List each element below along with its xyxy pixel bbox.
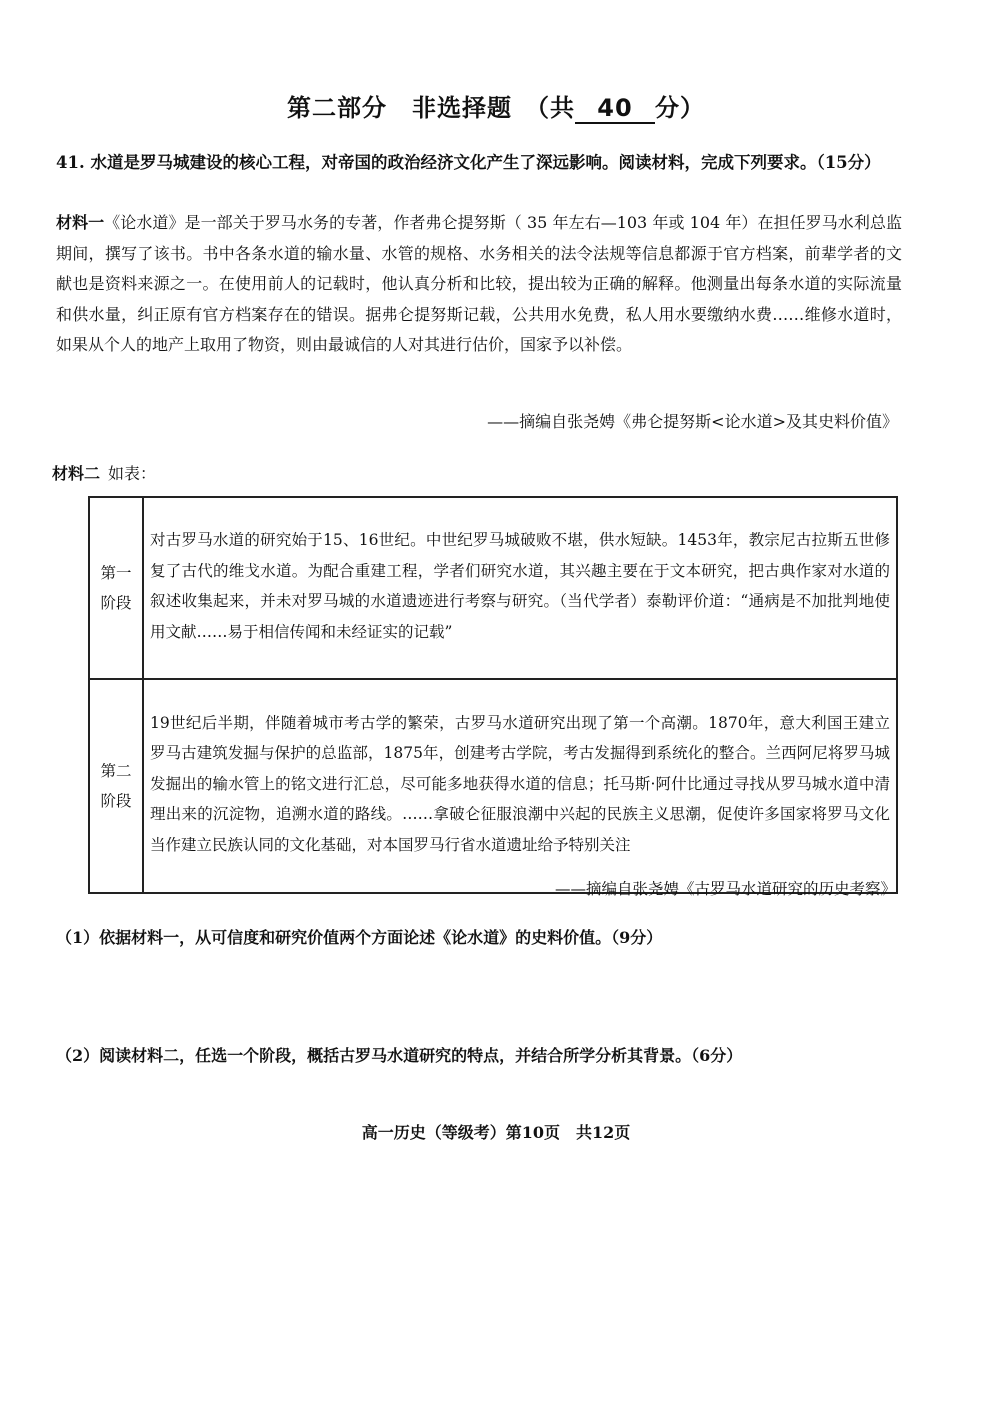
sub-question-1: （1）依据材料一，从可信度和研究价值两个方面论述《论水道》的史料价值。（9分） <box>56 928 663 947</box>
page-footer: 高一历史（等级考）第10页 共12页 <box>361 1123 631 1142</box>
part-title-prefix: 第二部分 非选择题 （共 <box>287 94 575 122</box>
stage-text-cell: 对古罗马水道的研究始于15、16世纪。中世纪罗马城破败不堪，供水短缺。1453年，教宗尼古拉斯五世修复了古代的维戈水道。为配合重建工程，学者们研究水道，其兴趣主要在于文本研究，把古典作家对水道的叙述收集起来，并未对罗马城的水道遗迹进行考察与研究。（当代学者）泰勒评价道：“通病是不加批判地使用文献……易于相信传闻和未经证实的记载” <box>143 497 897 679</box>
table-row <box>89 679 897 893</box>
material-two-heading <box>52 461 156 484</box>
table-row <box>89 497 897 679</box>
research-stages-table <box>88 496 898 894</box>
part-title-suffix: 分） <box>655 94 705 122</box>
stage-name-cell: 第二阶段 <box>89 679 143 893</box>
material-two-label: 材料二 <box>52 464 101 483</box>
material-one-source: ——摘编自张尧娉《弗仑提努斯<论水道>及其史料价值》 <box>487 412 898 431</box>
part-total-points: 40 <box>575 94 655 124</box>
stage-name-cell: 第一阶段 <box>89 497 143 679</box>
material-one-text: 《论水道》是一部关于罗马水务的专著，作者弗仑提努斯（ 35 年左右—103 年或 104 年）在担任罗马水利总监期间，撰写了该书。书中各条水道的输水量、水管的规格、水务相关的法令法规等信息都源于官方档案，前辈学者的文献也是资料来源之一。在使用前人的记载时，他认真分析和比较，提出较为正确的解释。他测量出每条水道的实际流量和供水量，纠正原有官方档案存在的错误。据弗仑提努斯记载，公共用水免费，私人用水要缴纳水费……维修水道时，如果从个人的地产上取用了物资，则由最诚信的人对其进行估价，国家予以补偿。 <box>56 213 902 354</box>
question-stem: 41. 水道是罗马城建设的核心工程，对帝国的政治经济文化产生了深远影响。阅读材料，完成下列要求。（15分） <box>56 153 881 172</box>
part-title <box>0 88 992 124</box>
sub-question-2: （2）阅读材料二，任选一个阶段，概括古罗马水道研究的特点，并结合所学分析其背景。（6分） <box>56 1046 743 1065</box>
material-two-intro: 如表： <box>108 464 157 483</box>
material-two-source: ——摘编自张尧娉《古罗马水道研究的历史考察》 <box>554 880 896 898</box>
material-one <box>56 208 902 361</box>
stage-text-cell: 19世纪后半期，伴随着城市考古学的繁荣，古罗马水道研究出现了第一个高潮。1870年，意大利国王建立罗马古建筑发掘与保护的总监部，1875年，创建考古学院，考古发掘得到系统化的整合。兰西阿尼将罗马城发掘出的输水管上的铭文进行汇总，尽可能多地获得水道的信息；托马斯·阿什比通过寻找从罗马城水道中清理出来的沉淀物，追溯水道的路线。……拿破仑征服浪潮中兴起的民族主义思潮，促使许多国家将罗马文化当作建立民族认同的文化基础，对本国罗马行省水道遗址给予特别关注 <box>143 679 897 893</box>
material-one-label: 材料一 <box>56 213 105 232</box>
